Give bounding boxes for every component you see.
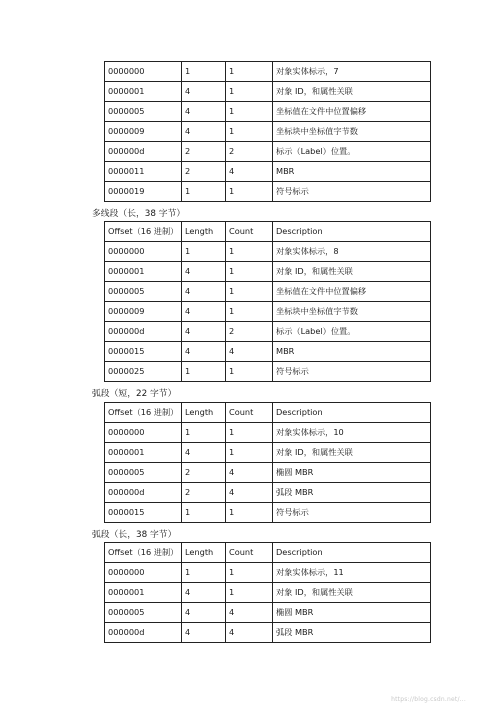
table-row xyxy=(105,583,431,603)
description-cell: 坐标块中坐标值字节数 xyxy=(273,122,431,142)
description-cell: 对象实体标示，11 xyxy=(273,563,431,583)
offset-cell: 0000001 xyxy=(105,262,182,282)
length-cell: 4 xyxy=(182,623,226,643)
offset-cell: 0000005 xyxy=(105,282,182,302)
description-cell: 坐标值在文件中位置偏移 xyxy=(273,102,431,122)
length-cell: 2 xyxy=(182,162,226,182)
table-row xyxy=(105,503,431,523)
length-cell: 4 xyxy=(182,583,226,603)
length-cell: 1 xyxy=(182,182,226,202)
table-header-row xyxy=(105,543,431,563)
count-cell: 4 xyxy=(226,603,273,623)
table-row xyxy=(105,282,431,302)
offset-cell: 0000001 xyxy=(105,583,182,603)
length-cell: 4 xyxy=(182,443,226,463)
description-cell: 对象 ID，和属性关联 xyxy=(273,583,431,603)
table-row xyxy=(105,262,431,282)
description-cell: MBR xyxy=(273,342,431,362)
count-cell: 1 xyxy=(226,122,273,142)
description-cell: 坐标块中坐标值字节数 xyxy=(273,302,431,322)
offset-cell: 0000005 xyxy=(105,102,182,122)
offset-cell: 0000000 xyxy=(105,242,182,262)
count-cell: 1 xyxy=(226,82,273,102)
table-row xyxy=(105,623,431,643)
description-cell: 符号标示 xyxy=(273,503,431,523)
table-row xyxy=(105,182,431,202)
offset-cell: 0000000 xyxy=(105,563,182,583)
table-row xyxy=(105,463,431,483)
section-caption-arc-short: 弧段（短，22 字节） xyxy=(92,389,177,399)
count-cell: 1 xyxy=(226,102,273,122)
column-header-count: Count xyxy=(226,222,273,242)
count-cell: 2 xyxy=(226,322,273,342)
table-arc-long xyxy=(104,542,431,643)
description-cell: 标示（Label）位置。 xyxy=(273,322,431,342)
description-cell: 对象实体标示，8 xyxy=(273,242,431,262)
column-header-length: Length xyxy=(182,543,226,563)
table-row xyxy=(105,342,431,362)
source-watermark: https://blog.csdn.net/... xyxy=(391,696,466,703)
offset-cell: 0000025 xyxy=(105,362,182,382)
table-row xyxy=(105,142,431,162)
description-cell: 坐标值在文件中位置偏移 xyxy=(273,282,431,302)
length-cell: 4 xyxy=(182,342,226,362)
table-row xyxy=(105,302,431,322)
description-cell: 椭圆 MBR xyxy=(273,463,431,483)
offset-cell: 0000000 xyxy=(105,62,182,82)
length-cell: 1 xyxy=(182,242,226,262)
table-header-row xyxy=(105,222,431,242)
table-row xyxy=(105,82,431,102)
table-row xyxy=(105,603,431,623)
table-row xyxy=(105,423,431,443)
column-header-description: Description xyxy=(273,403,431,423)
table-row xyxy=(105,322,431,342)
offset-cell: 000000d xyxy=(105,322,182,342)
count-cell: 1 xyxy=(226,182,273,202)
table-arc-short xyxy=(104,402,431,523)
length-cell: 1 xyxy=(182,362,226,382)
description-cell: 弧段 MBR xyxy=(273,483,431,503)
count-cell: 4 xyxy=(226,623,273,643)
count-cell: 1 xyxy=(226,362,273,382)
description-cell: 弧段 MBR xyxy=(273,623,431,643)
table-row xyxy=(105,563,431,583)
count-cell: 1 xyxy=(226,242,273,262)
count-cell: 4 xyxy=(226,483,273,503)
count-cell: 1 xyxy=(226,302,273,322)
description-cell: 椭圆 MBR xyxy=(273,603,431,623)
column-header-offset: Offset（16 进制） xyxy=(105,222,182,242)
offset-cell: 0000015 xyxy=(105,342,182,362)
table-header-row xyxy=(105,403,431,423)
length-cell: 4 xyxy=(182,302,226,322)
length-cell: 1 xyxy=(182,62,226,82)
length-cell: 2 xyxy=(182,483,226,503)
offset-cell: 000000d xyxy=(105,142,182,162)
count-cell: 1 xyxy=(226,282,273,302)
column-header-count: Count xyxy=(226,543,273,563)
length-cell: 4 xyxy=(182,322,226,342)
offset-cell: 0000019 xyxy=(105,182,182,202)
description-cell: 符号标示 xyxy=(273,362,431,382)
count-cell: 1 xyxy=(226,443,273,463)
length-cell: 4 xyxy=(182,603,226,623)
offset-cell: 0000009 xyxy=(105,122,182,142)
table-row xyxy=(105,62,431,82)
count-cell: 1 xyxy=(226,503,273,523)
count-cell: 4 xyxy=(226,463,273,483)
table-row xyxy=(105,362,431,382)
count-cell: 1 xyxy=(226,583,273,603)
table-row xyxy=(105,102,431,122)
length-cell: 4 xyxy=(182,262,226,282)
length-cell: 1 xyxy=(182,423,226,443)
count-cell: 2 xyxy=(226,142,273,162)
column-header-length: Length xyxy=(182,403,226,423)
description-cell: 对象 ID，和属性关联 xyxy=(273,262,431,282)
column-header-offset: Offset（16 进制） xyxy=(105,543,182,563)
offset-cell: 0000001 xyxy=(105,443,182,463)
column-header-offset: Offset（16 进制） xyxy=(105,403,182,423)
count-cell: 4 xyxy=(226,162,273,182)
column-header-description: Description xyxy=(273,543,431,563)
count-cell: 1 xyxy=(226,62,273,82)
table-row xyxy=(105,242,431,262)
table-record-continued xyxy=(104,61,431,202)
table-polyline-long xyxy=(104,221,431,382)
offset-cell: 0000005 xyxy=(105,603,182,623)
length-cell: 4 xyxy=(182,122,226,142)
table-row xyxy=(105,162,431,182)
section-caption-arc-long: 弧段（长，38 字节） xyxy=(92,530,177,540)
description-cell: 标示（Label）位置。 xyxy=(273,142,431,162)
offset-cell: 0000001 xyxy=(105,82,182,102)
table-row xyxy=(105,122,431,142)
column-header-length: Length xyxy=(182,222,226,242)
description-cell: 对象 ID，和属性关联 xyxy=(273,82,431,102)
count-cell: 1 xyxy=(226,423,273,443)
length-cell: 4 xyxy=(182,102,226,122)
count-cell: 1 xyxy=(226,563,273,583)
length-cell: 1 xyxy=(182,563,226,583)
description-cell: 符号标示 xyxy=(273,182,431,202)
offset-cell: 000000d xyxy=(105,623,182,643)
length-cell: 4 xyxy=(182,82,226,102)
offset-cell: 0000009 xyxy=(105,302,182,322)
length-cell: 4 xyxy=(182,282,226,302)
description-cell: 对象实体标示，7 xyxy=(273,62,431,82)
length-cell: 1 xyxy=(182,503,226,523)
offset-cell: 0000015 xyxy=(105,503,182,523)
offset-cell: 0000011 xyxy=(105,162,182,182)
offset-cell: 0000000 xyxy=(105,423,182,443)
description-cell: MBR xyxy=(273,162,431,182)
description-cell: 对象 ID，和属性关联 xyxy=(273,443,431,463)
column-header-description: Description xyxy=(273,222,431,242)
length-cell: 2 xyxy=(182,463,226,483)
column-header-count: Count xyxy=(226,403,273,423)
description-cell: 对象实体标示，10 xyxy=(273,423,431,443)
length-cell: 2 xyxy=(182,142,226,162)
offset-cell: 000000d xyxy=(105,483,182,503)
count-cell: 1 xyxy=(226,262,273,282)
table-row xyxy=(105,443,431,463)
count-cell: 4 xyxy=(226,342,273,362)
offset-cell: 0000005 xyxy=(105,463,182,483)
section-caption-polyline-long: 多线段（长，38 字节） xyxy=(92,209,186,219)
table-row xyxy=(105,483,431,503)
